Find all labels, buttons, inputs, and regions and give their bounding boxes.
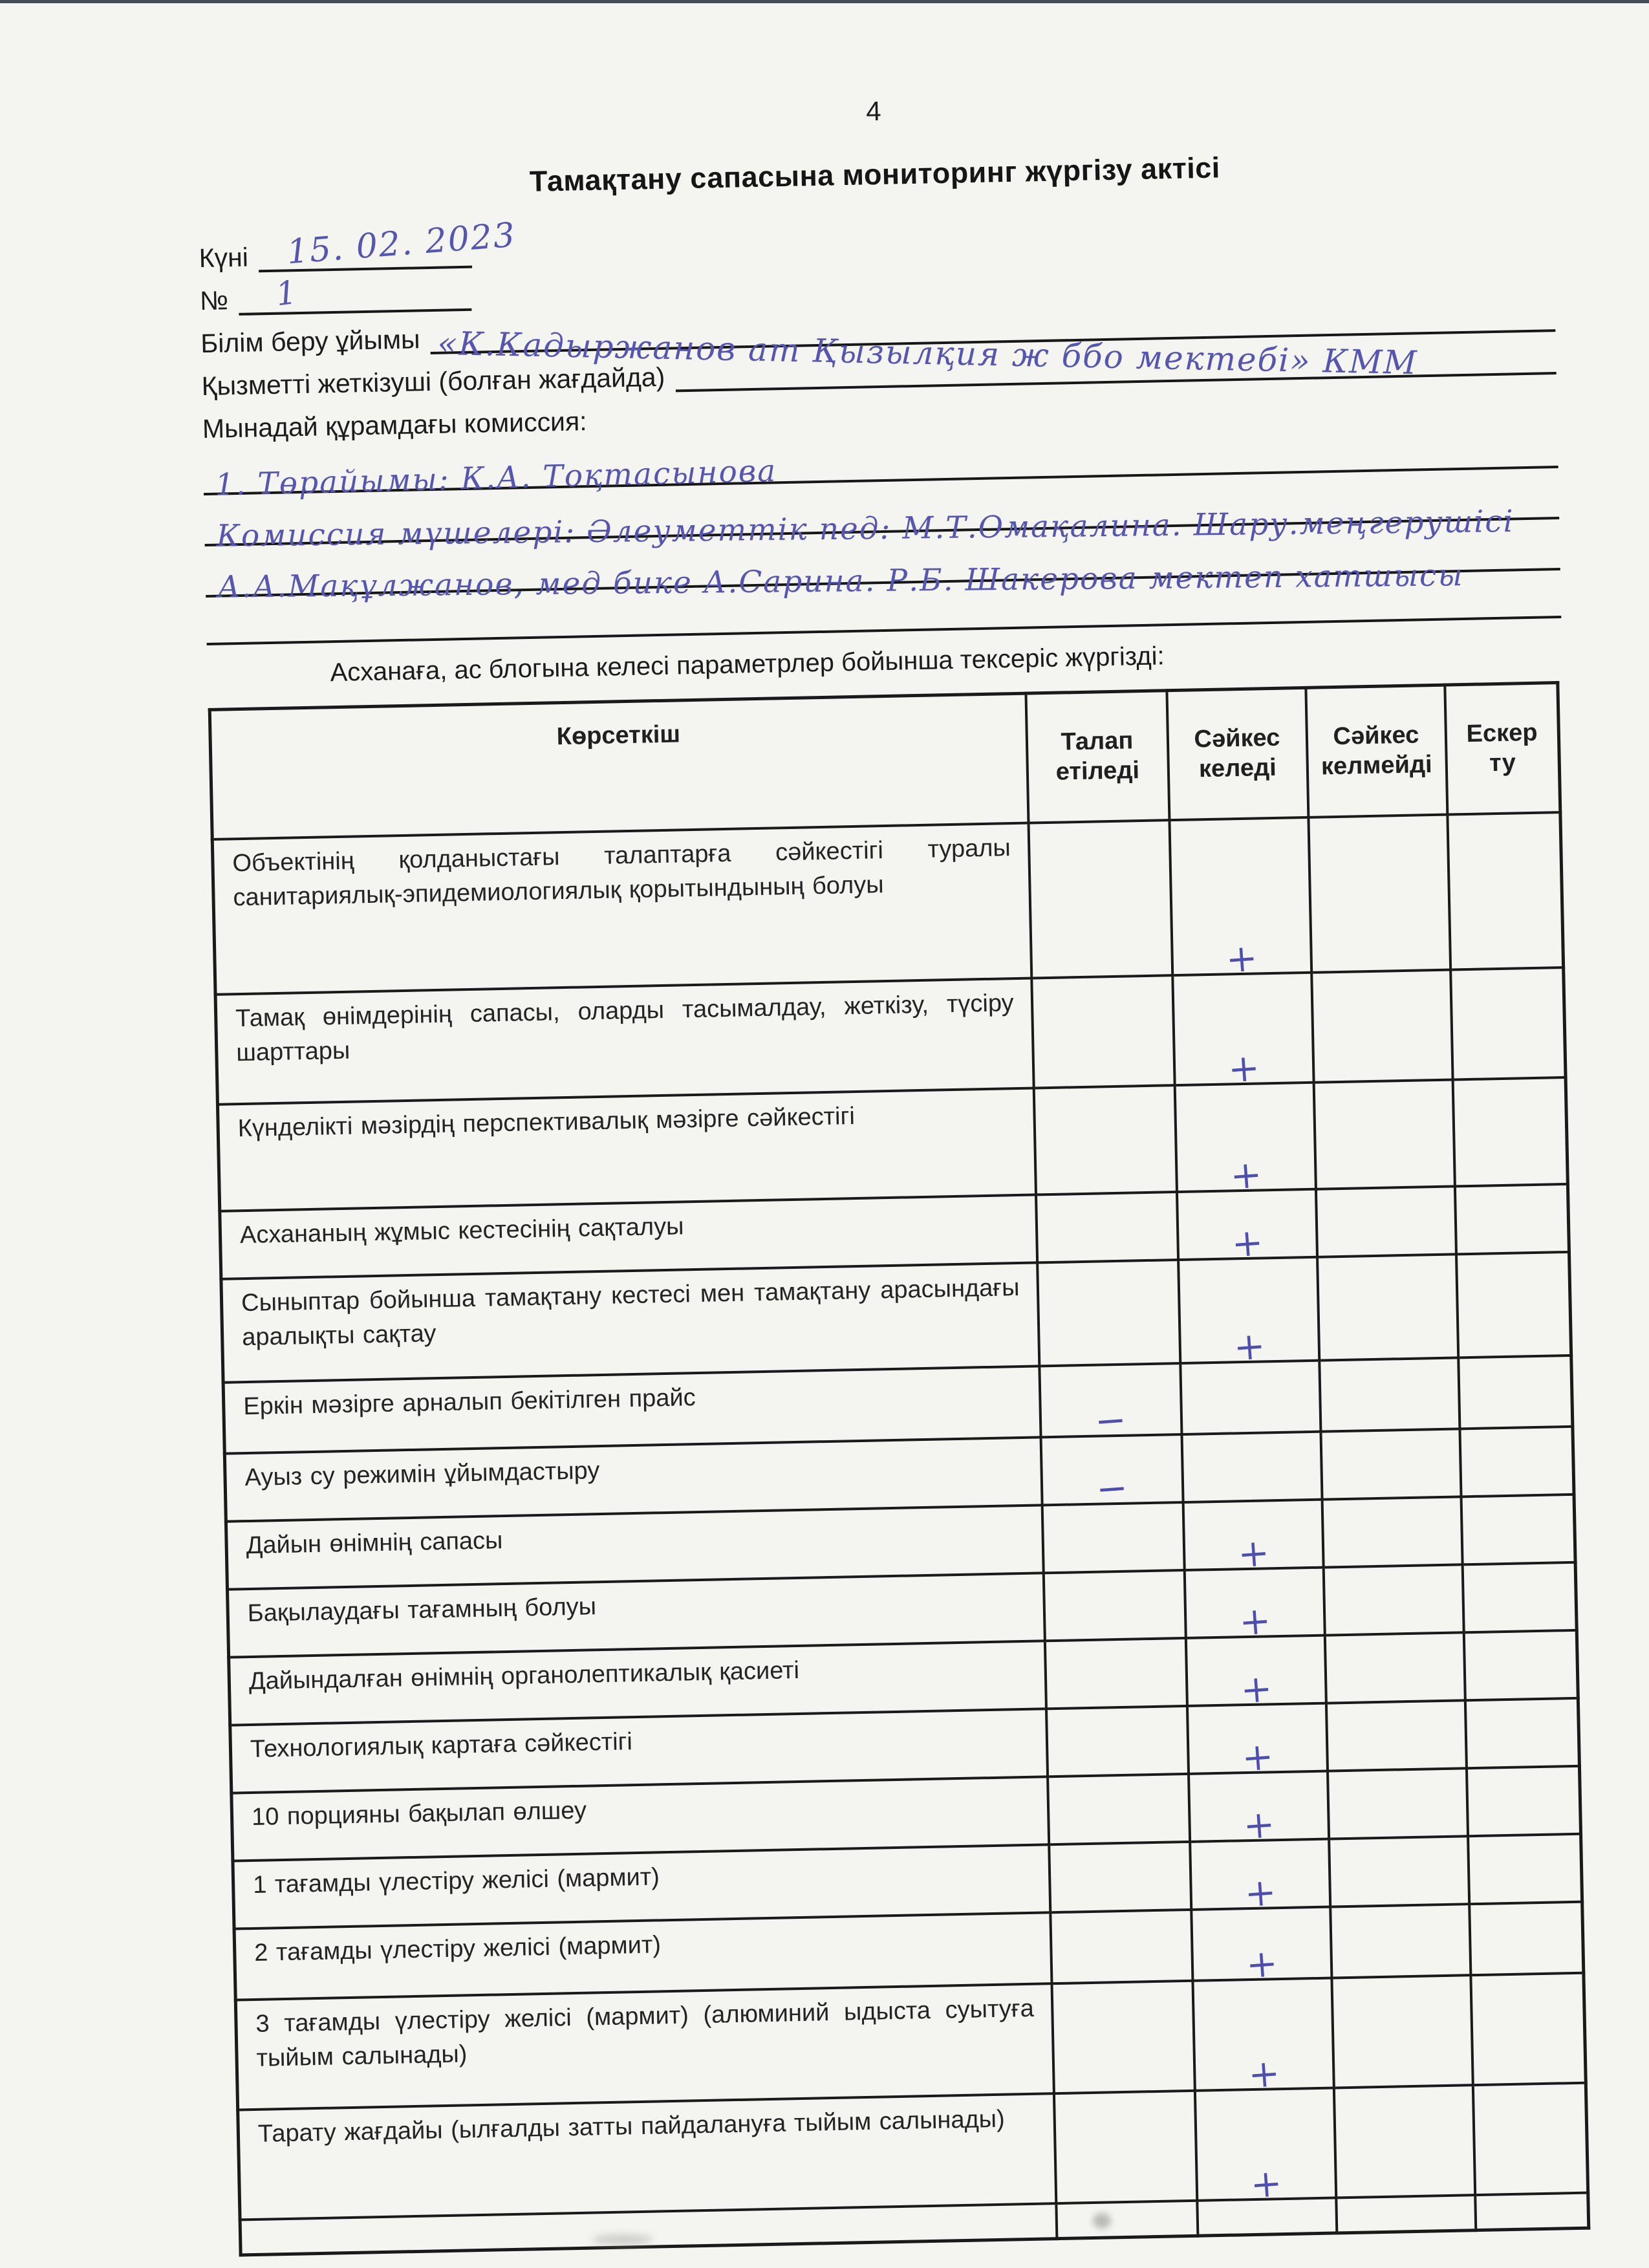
handwritten-mark: + <box>1226 1044 1261 1092</box>
header-required: Талап етіледі <box>1026 691 1169 823</box>
indicator-cell: Күнделікті мәзірдің перспективалық мәзірге сәйкестігі <box>217 1088 1035 1211</box>
not-matches-cell <box>1336 2195 1476 2233</box>
handwritten-mark: − <box>1094 1465 1130 1511</box>
number-underline <box>238 266 471 316</box>
note-cell <box>1468 1833 1582 1903</box>
not-matches-cell <box>1329 1836 1469 1906</box>
indicator-cell: Асхананың жұмыс кестесінің сақталуы <box>220 1194 1037 1279</box>
table-intro-text: Асханаға, ас блогына келесі параметрлер бойынша тексеріс жүргізді: <box>330 642 1165 687</box>
indicator-cell: Тарату жағдайы (ылғалды затты пайдалануға тыйым салынады) <box>238 2093 1056 2219</box>
handwritten-mark: + <box>1238 1665 1274 1712</box>
header-matches: Сәйкес келеді <box>1167 687 1308 819</box>
handwritten-mark: + <box>1243 1869 1278 1916</box>
note-cell <box>1472 2082 1588 2194</box>
scan-smudge <box>1093 2213 1111 2229</box>
matches-cell <box>1184 1567 1324 1644</box>
handwritten-mark: + <box>1249 2160 1284 2207</box>
matches-cell <box>1181 1431 1322 1502</box>
indicator-cell: 10 порцияны бақылап өлшеу <box>232 1777 1049 1861</box>
commission-handwritten-2: Комиссия мүшелері: Әлеуметтік пед: М.Т.Омақалина. Шару.меңгерушісі <box>216 503 1514 554</box>
required-cell <box>1037 1260 1180 1366</box>
not-matches-cell <box>1326 1700 1466 1771</box>
required-cell <box>1042 1502 1184 1572</box>
note-cell <box>1447 812 1564 969</box>
note-cell <box>1452 1077 1568 1185</box>
page-number: 4 <box>865 95 881 127</box>
number-handwritten-value: 1 <box>274 273 301 314</box>
matches-cell <box>1178 1257 1319 1370</box>
matches-cell <box>1189 1771 1329 1848</box>
required-cell <box>1039 1363 1181 1443</box>
handwritten-mark: + <box>1228 1151 1264 1198</box>
commission-handwritten-3: А.А.Мақұлжанов, мед бике А.Сарина. Р.Б. Шакерова мектеп хатшысы <box>217 557 1464 605</box>
matches-cell <box>1194 2088 1335 2207</box>
required-cell <box>1036 1192 1178 1262</box>
handwritten-mark: + <box>1224 934 1259 982</box>
required-cell <box>1053 2090 1196 2203</box>
not-matches-cell <box>1320 1429 1461 1499</box>
commission-handwritten-1: 1. Төрайымы: К.А. Тоқтасынова <box>214 453 777 503</box>
not-matches-cell <box>1313 1079 1454 1189</box>
required-cell <box>1056 2200 1198 2238</box>
not-matches-cell <box>1317 1254 1458 1360</box>
matches-cell <box>1180 1360 1320 1434</box>
note-cell <box>1463 1630 1578 1700</box>
indicator-cell: Бақылаудағы тағамның болуы <box>228 1573 1045 1657</box>
note-cell <box>1458 1355 1573 1428</box>
required-cell <box>1044 1637 1187 1708</box>
note-cell <box>1471 1972 1586 2084</box>
handwritten-mark: + <box>1237 1597 1273 1644</box>
not-matches-cell <box>1331 1975 1472 2088</box>
handwritten-mark: + <box>1246 2050 1282 2097</box>
matches-cell <box>1187 1703 1327 1780</box>
header-indicator: Көрсеткіш <box>210 693 1028 839</box>
required-cell <box>1033 1085 1176 1194</box>
note-cell <box>1475 2192 1589 2230</box>
date-label: Күні <box>199 242 249 274</box>
note-cell <box>1454 1183 1569 1253</box>
not-matches-cell <box>1327 1768 1467 1839</box>
document-title: Тамақтану сапасына мониторинг жүргізу актісі <box>529 151 1221 198</box>
note-cell <box>1469 1901 1584 1974</box>
not-matches-cell <box>1323 1564 1463 1635</box>
indicator-cell: Технологиялық картаға сәйкестігі <box>230 1709 1048 1793</box>
handwritten-mark: + <box>1244 1940 1279 1987</box>
not-matches-cell <box>1311 969 1452 1082</box>
not-matches-cell <box>1315 1186 1456 1257</box>
required-cell <box>1050 1909 1192 1983</box>
matches-cell <box>1191 1906 1331 1987</box>
matches-cell <box>1190 1839 1330 1916</box>
provider-label: Қызметті жеткізуші (болған жағдайда) <box>201 362 665 402</box>
note-cell <box>1462 1562 1577 1632</box>
note-cell <box>1450 967 1566 1079</box>
indicator-cell: Дайын өнімнің сапасы <box>226 1505 1043 1589</box>
matches-cell <box>1185 1635 1326 1712</box>
handwritten-mark: + <box>1232 1323 1267 1370</box>
not-matches-cell <box>1319 1357 1460 1431</box>
number-label: № <box>199 285 229 316</box>
indicator-cell: 1 тағамды үлестіру желісі (мармит) <box>233 1844 1050 1928</box>
handwritten-mark: + <box>1236 1529 1271 1576</box>
not-matches-cell <box>1308 814 1450 972</box>
note-cell <box>1465 1698 1579 1767</box>
required-cell <box>1051 1980 1194 2093</box>
not-matches-cell <box>1322 1496 1462 1567</box>
required-cell <box>1049 1841 1191 1912</box>
required-cell <box>1040 1434 1183 1511</box>
indicator-cell: Тамақ өнімдерінің сапасы, оларды тасымалдау, жеткізу, түсіру шарттары <box>215 978 1033 1104</box>
indicator-cell: Ауыз су режимін ұйымдастыру <box>224 1437 1042 1521</box>
matches-cell <box>1174 1082 1315 1198</box>
note-cell <box>1466 1766 1580 1835</box>
not-matches-cell <box>1333 2085 1474 2198</box>
required-cell <box>1028 820 1172 978</box>
date-underline <box>258 215 518 273</box>
scan-smudge <box>592 2234 653 2245</box>
handwritten-mark: + <box>1229 1219 1265 1266</box>
date-handwritten-value: 15. 02. 2023 <box>285 215 518 272</box>
required-cell <box>1043 1570 1185 1640</box>
organization-label: Білім беру ұйымы <box>200 324 420 359</box>
matches-cell <box>1172 972 1313 1092</box>
matches-cell <box>1192 1978 1333 2097</box>
indicator-cell: Сыныптар бойынша тамақтану кестесі мен тамақтану арасындағы аралықты сақтау <box>221 1262 1039 1382</box>
header-not-matches: Сәйкес келмейді <box>1306 685 1447 817</box>
indicator-cell: Объектінің қолданыстағы талаптарға сәйкестігі туралы санитариялық-эпидемиологиялық қорытындының болуы <box>212 823 1031 994</box>
commission-label: Мынадай құрамдағы комиссия: <box>202 406 587 444</box>
not-matches-cell <box>1324 1632 1465 1703</box>
note-cell <box>1461 1494 1575 1564</box>
indicator-cell: 3 тағамды үлестіру желісі (мармит) (алюминий ыдыста суытуға тыйым салынады) <box>235 1983 1053 2110</box>
matches-cell <box>1183 1499 1323 1576</box>
handwritten-mark: − <box>1093 1397 1128 1443</box>
not-matches-cell <box>1330 1904 1471 1978</box>
matches-cell <box>1169 817 1311 982</box>
inspection-table <box>208 681 1591 2256</box>
note-cell <box>1456 1251 1571 1357</box>
table-row <box>212 812 1563 995</box>
handwritten-mark: + <box>1241 1801 1277 1848</box>
note-cell <box>1460 1426 1574 1496</box>
handwritten-mark: + <box>1240 1733 1275 1780</box>
required-cell <box>1031 975 1174 1088</box>
indicator-cell: Еркін мәзірге арналып бекітілген прайс <box>223 1366 1040 1453</box>
required-cell <box>1048 1773 1190 1844</box>
indicator-cell: Дайындалған өнімнің органолептикалық қасиеті <box>229 1641 1046 1725</box>
header-note: Ескер ту <box>1445 683 1560 814</box>
required-cell <box>1046 1705 1188 1776</box>
header-fields <box>199 204 1561 645</box>
organization-handwritten-value: «К.Кадыржанов ат Қызылқия ж ббо мектебі» КММ <box>437 324 1419 382</box>
indicator-cell: 2 тағамды үлестіру желісі (мармит) <box>234 1912 1051 2000</box>
matches-cell <box>1176 1189 1317 1266</box>
